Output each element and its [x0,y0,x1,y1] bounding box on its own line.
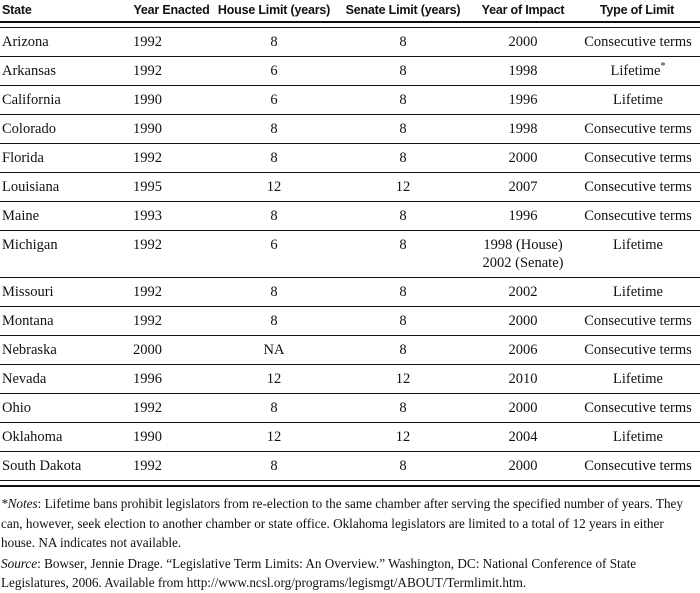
cell-year-of-impact [468,173,578,202]
cell-type-of-limit [578,365,700,394]
cell-senate-limit: 8 [338,278,468,307]
cell-type-of-limit [578,231,700,278]
type-of-limit-label: Lifetime [613,371,663,387]
cell-year-of-impact [468,307,578,336]
table-row [0,28,700,57]
cell-house-limit: 8 [270,458,278,474]
type-of-limit-label: Consecutive terms [584,458,692,474]
type-of-limit-label: Consecutive terms [584,34,692,50]
table-row [0,57,700,86]
cell-senate-limit: 8 [338,307,468,336]
cell-state: California [0,86,115,115]
cell-year-of-impact [468,423,578,452]
year-of-impact-line-1: 2000 [508,313,538,329]
cell-house-limit: 6 [210,86,338,115]
cell-state: South Dakota [2,458,82,474]
source-paragraph [1,554,699,593]
column-header-year-enacted: Year Enacted [133,3,210,17]
cell-house-limit: 8 [210,28,338,57]
table-row [0,307,700,336]
cell-year-enacted: 1992 [115,28,210,57]
cell-state: Maine [0,202,115,231]
year-of-impact-line-1: 1996 [508,208,538,224]
cell-state: Missouri [0,278,115,307]
cell-house-limit: 6 [210,57,338,86]
type-of-limit-label: Lifetime [613,92,663,108]
bottom-rule-line [0,481,700,487]
cell-year-of-impact [468,231,578,278]
cell-year-of-impact [468,452,578,481]
table-row [0,365,700,394]
year-of-impact-line-1: 2000 [508,150,538,166]
cell-state: Colorado [0,115,115,144]
type-of-limit-label: Lifetime [613,429,663,445]
table-footer-rule [0,481,700,487]
cell-year-of-impact [468,202,578,231]
cell-house-limit: 6 [210,231,338,278]
cell-year-of-impact [468,57,578,86]
footnote-marker-icon: * [660,61,666,73]
cell-type-of-limit [578,202,700,231]
cell-year-enacted: 1992 [115,394,210,423]
table-row [0,231,700,278]
cell-senate-limit: 8 [338,57,468,86]
cell-year-of-impact [468,86,578,115]
cell-type-of-limit [578,115,700,144]
cell-state: Nebraska [0,336,115,365]
cell-year-enacted: 1990 [115,423,210,452]
cell-house-limit: 8 [210,115,338,144]
cell-year-enacted: 1992 [115,231,210,278]
bottom-rule [0,481,700,487]
table-row [0,423,700,452]
type-of-limit-label: Consecutive terms [584,150,692,166]
cell-house-limit: 8 [210,202,338,231]
cell-year-enacted: 1996 [115,365,210,394]
year-of-impact-line-1: 2006 [508,342,538,358]
notes-label: *Notes [1,496,38,511]
cell-type-of-limit [578,307,700,336]
cell-state: Michigan [0,231,115,278]
cell-senate-limit: 8 [338,115,468,144]
cell-house-limit: 8 [210,307,338,336]
cell-type-of-limit [578,28,700,57]
cell-senate-limit: 8 [399,458,407,474]
cell-year-enacted: 1992 [115,144,210,173]
table-row [0,336,700,365]
cell-state: Arizona [0,28,115,57]
cell-year-enacted: 1990 [115,115,210,144]
cell-year-enacted: 1992 [115,278,210,307]
year-of-impact-line-1: 2004 [508,429,538,445]
table-row [0,394,700,423]
year-of-impact-line-1: 1996 [508,92,538,108]
year-of-impact-line-1: 2000 [508,34,538,50]
year-of-impact-line-1: 2000 [508,400,538,416]
table-row [0,115,700,144]
cell-year-of-impact [468,28,578,57]
cell-type-of-limit [578,278,700,307]
column-header-senate-limit: Senate Limit (years) [345,3,461,17]
cell-senate-limit: 12 [338,423,468,452]
column-header-year-of-impact: Year of Impact [481,3,565,17]
type-of-limit-label: Consecutive terms [584,179,692,195]
year-of-impact-line-1: 1998 (House) [483,237,563,253]
header-row [0,0,700,22]
year-of-impact-line-1: 2002 [508,284,538,300]
cell-type-of-limit [578,452,700,481]
cell-senate-limit: 8 [338,394,468,423]
year-of-impact-line-1: 1998 [508,63,538,79]
cell-year-enacted: 1990 [115,86,210,115]
year-of-impact-line-1: 2007 [508,179,538,195]
notes-text: : Lifetime bans prohibit legislators from re-election to the same chamber after serving the specified number of years. They can, however, seek election to another chamber or state office. Oklahoma legislators are limited to a total of 12 years in either house. NA indicates not available. [1,496,683,550]
cell-year-of-impact [468,365,578,394]
cell-type-of-limit [578,394,700,423]
column-header-house-limit: House Limit (years) [217,3,331,17]
type-of-limit-label: Consecutive terms [584,400,692,416]
type-of-limit-label: Lifetime [613,237,663,253]
cell-year-enacted: 2000 [115,336,210,365]
cell-house-limit: 12 [210,423,338,452]
cell-house-limit: 8 [210,278,338,307]
cell-senate-limit: 12 [338,365,468,394]
source-text: : Bowser, Jennie Drage. “Legislative Term Limits: An Overview.” Washington, DC: National Conference of State Legislatures, 2006. Available from http://www.ncsl.org/programs/legismgt/ABOUT/Termlimit.htm. [1,555,637,590]
cell-state: Montana [0,307,115,336]
cell-year-of-impact [468,115,578,144]
cell-type-of-limit [578,144,700,173]
cell-senate-limit: 8 [338,202,468,231]
cell-state: Florida [0,144,115,173]
cell-type-of-limit [578,86,700,115]
cell-house-limit: 8 [210,144,338,173]
cell-house-limit: 8 [210,394,338,423]
cell-senate-limit: 8 [338,231,468,278]
cell-state: Louisiana [0,173,115,202]
cell-type-of-limit [578,173,700,202]
cell-state: Oklahoma [0,423,115,452]
type-of-limit-label: Lifetime [613,284,663,300]
column-header-type-of-limit: Type of Limit [599,3,675,17]
cell-year-enacted: 1995 [115,173,210,202]
source-label: Source [1,555,38,571]
type-of-limit-label: Lifetime [610,63,661,79]
table-body [0,28,700,481]
table-row [0,86,700,115]
cell-state: Arkansas [0,57,115,86]
cell-year-enacted: 1992 [115,57,210,86]
type-of-limit-label: Consecutive terms [584,342,692,358]
cell-year-enacted: 1992 [115,307,210,336]
cell-year-enacted: 1993 [115,202,210,231]
footnote-block [0,494,700,593]
cell-type-of-limit [578,336,700,365]
notes-paragraph [1,494,699,553]
cell-year-of-impact [468,278,578,307]
table-header [0,0,700,28]
column-header-state: State [2,3,32,17]
table-row [0,144,700,173]
cell-senate-limit: 8 [338,86,468,115]
cell-house-limit: NA [210,336,338,365]
type-of-limit-label: Consecutive terms [584,208,692,224]
year-of-impact-line-2: 2002 (Senate) [482,255,564,271]
cell-year-enacted: 1992 [133,458,162,474]
cell-senate-limit: 8 [338,28,468,57]
type-of-limit-label: Consecutive terms [584,121,692,137]
cell-senate-limit: 8 [338,336,468,365]
cell-senate-limit: 12 [338,173,468,202]
table-row [0,278,700,307]
year-of-impact-line-1: 2000 [508,458,538,474]
type-of-limit-label: Consecutive terms [584,313,692,329]
table-row [0,452,700,481]
cell-senate-limit: 8 [338,144,468,173]
year-of-impact-line-1: 2010 [508,371,538,387]
cell-type-of-limit [578,57,700,86]
table-row [0,173,700,202]
year-of-impact-line-1: 1998 [508,121,538,137]
cell-house-limit: 12 [210,365,338,394]
cell-year-of-impact [468,336,578,365]
cell-year-of-impact [468,394,578,423]
cell-year-of-impact [468,144,578,173]
cell-state: Nevada [0,365,115,394]
cell-type-of-limit [578,423,700,452]
cell-state: Ohio [0,394,115,423]
cell-house-limit: 12 [210,173,338,202]
table-row [0,202,700,231]
